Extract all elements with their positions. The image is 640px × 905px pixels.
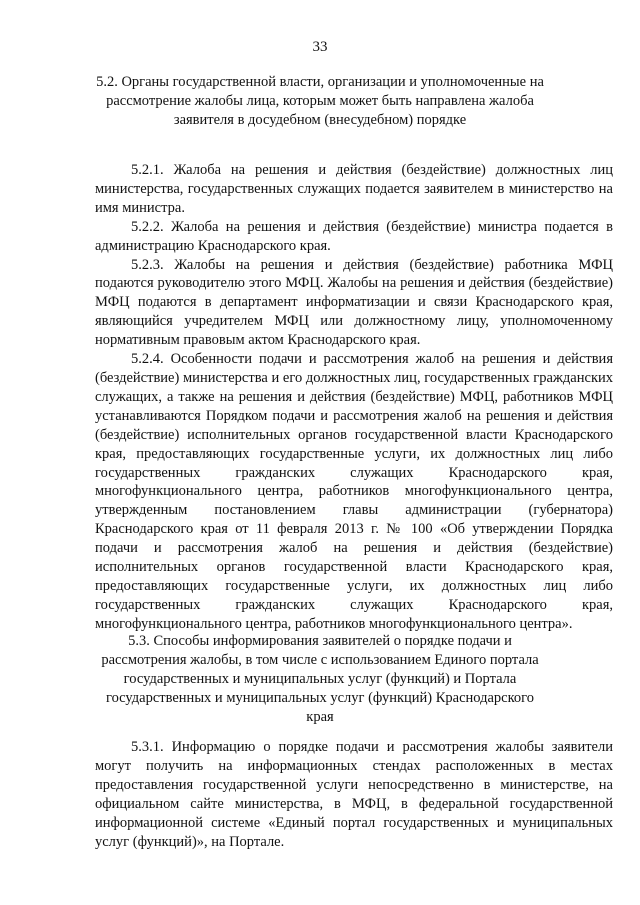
section-heading-5-2: 5.2. Органы государственной власти, организации и уполномоченные на рассмотрение жалобы лица, которым может быть направлена жалоба заявителя в досудебном (внесудебном) порядке <box>96 74 544 128</box>
section-body-5-3 <box>95 738 613 851</box>
paragraph-5-2-1: 5.2.1. Жалоба на решения и действия (бездействие) должностных лиц министерства, государственных служащих подается заявителем в министерство на имя министра. <box>95 162 613 216</box>
paragraph-5-2-2: 5.2.2. Жалоба на решения и действия (бездействие) министра подается в администрацию Краснодарского края. <box>95 218 613 254</box>
section-body-5-2 <box>95 161 613 634</box>
paragraph-5-2-4: 5.2.4. Особенности подачи и рассмотрения жалоб на решения и действия (бездействие) министерства и его должностных лиц, государственных гражданских служащих, а также на решения и действия (бездействие) МФЦ, работников МФЦ устанавливаются Порядком подачи и рассмотрения жалоб на решения и действия (бездействие) исполнительных органов государственной власти Краснодарского края, предоставляющих государственные услуги, их должностных лиц либо государственных гражданских служащих Краснодарского края, многофункционального центра, работников многофункционального центра, утвержденным постановлением главы администрации (губернатора) Краснодарского края от 11 февраля 2013 г. № 100 «Об утверждении Порядка подачи и рассмотрения жалоб на решения и действия (бездействие) исполнительных органов государственной власти Краснодарского края, предоставляющих государственные услуги, их должностных лиц либо государственных гражданских служащих Краснодарского края, многофункционального центра, работников многофункционального центра». <box>95 351 613 632</box>
paragraph-5-3-1: 5.3.1. Информацию о порядке подачи и рассмотрения жалобы заявители могут получить на информационных стендах расположенных в местах предоставления государственной услуги непосредственно в министерстве, на официальном сайте министерства, в МФЦ, в федеральной государственной информационной системе «Единый портал государственных и муниципальных услуг (функций)», на Портале. <box>95 739 613 850</box>
paragraph-5-2-3: 5.2.3. Жалобы на решения и действия (бездействие) работника МФЦ подаются руководителю этого МФЦ. Жалобы на решения и действия (бездействие) МФЦ подаются в департамент информатизации и связи Краснодарского края, являющийся учредителем МФЦ или должностному лицу, уполномоченному нормативным правовым актом Краснодарского края. <box>95 256 613 349</box>
page-number: 33 <box>312 39 328 55</box>
section-heading-5-3: 5.3. Способы информирования заявителей о порядке подачи и рассмотрения жалобы, в том числе с использованием Единого портала государственных и муниципальных услуг (функций) и Портала государственных и муниципальных услуг (функций) Краснодарского края <box>101 633 539 725</box>
